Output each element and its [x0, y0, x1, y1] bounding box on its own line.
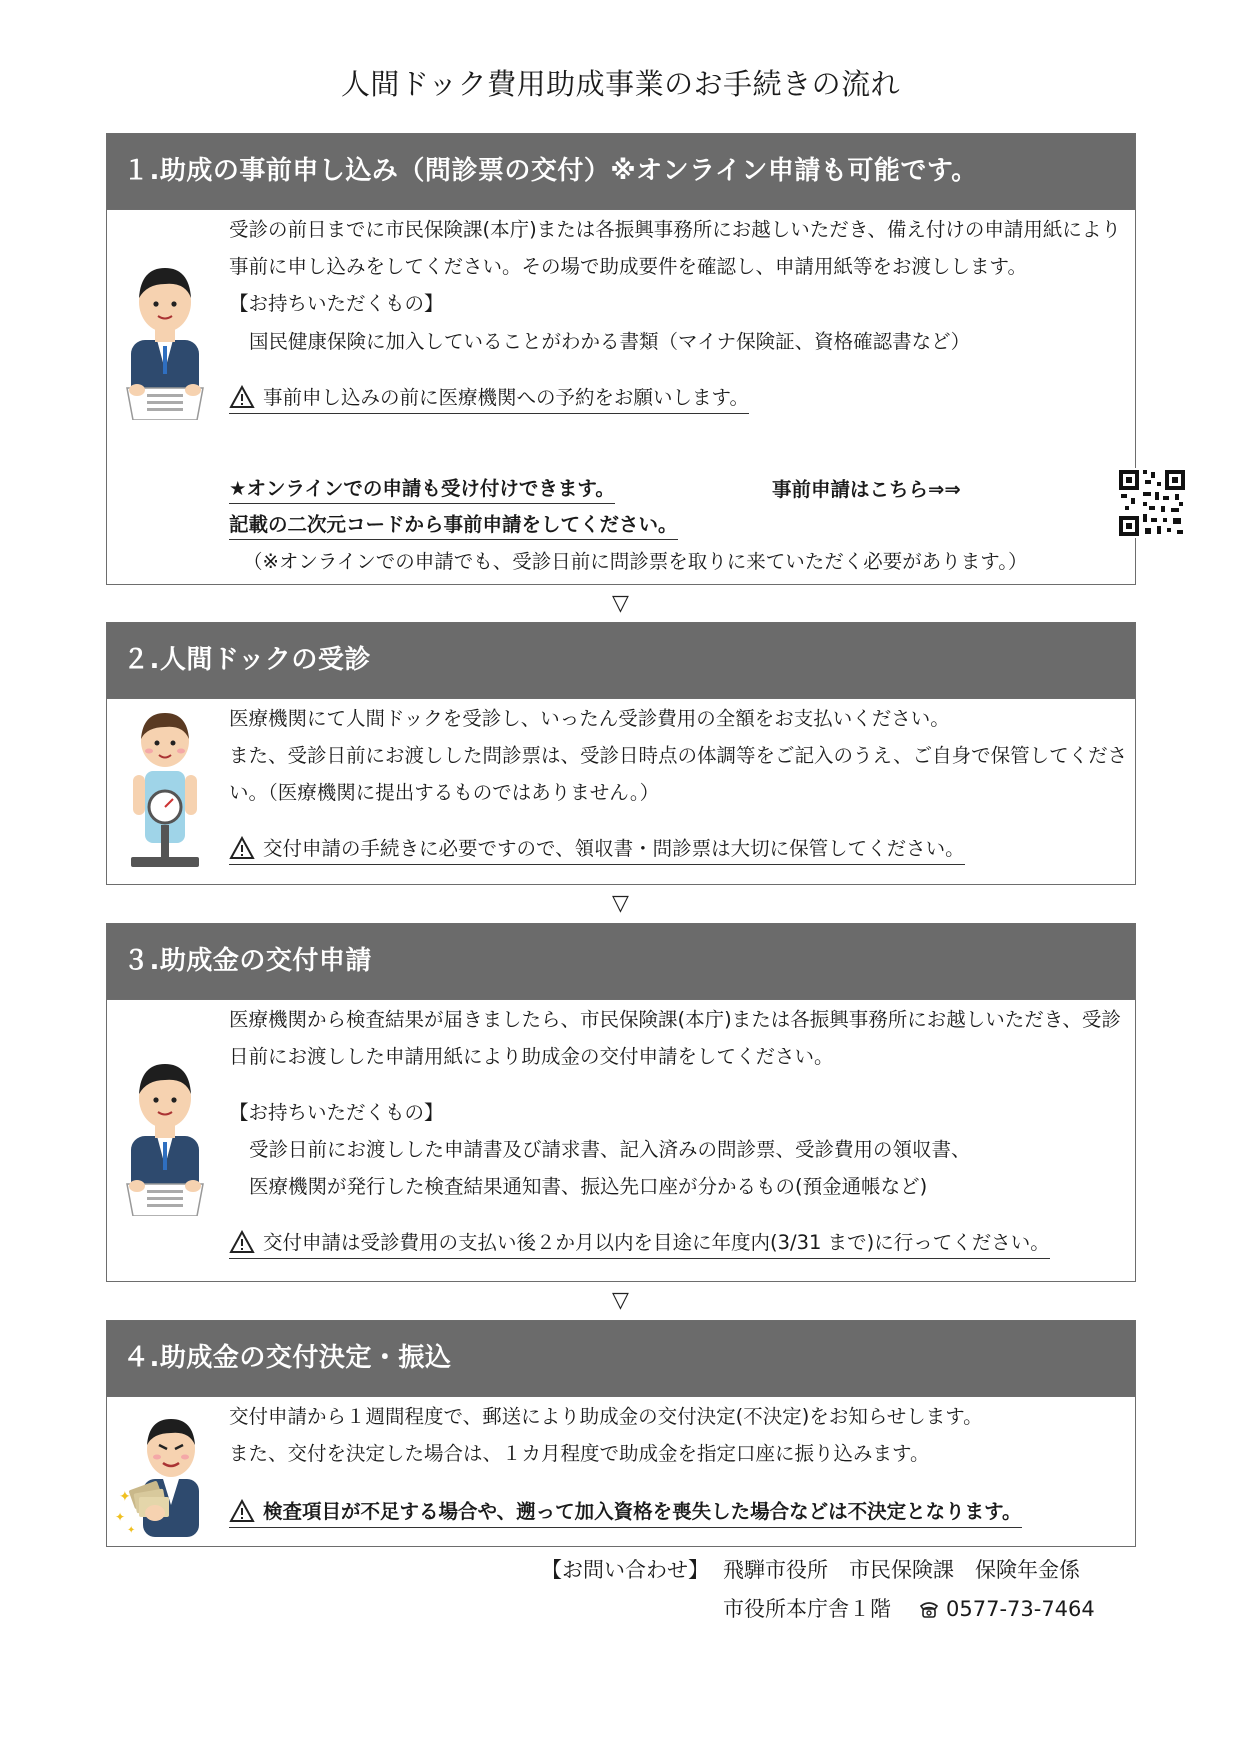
step-3-heading: ３.助成金の交付申請	[107, 924, 1135, 1000]
step-3-text-1: 医療機関から検査結果が届きましたら、市民保険課(本庁)または各振興事務所にお越しいただき、受診	[229, 1008, 1121, 1031]
step-3-section	[106, 923, 1136, 1282]
step-2-text-3: い。（医療機関に提出するものではありません。）	[229, 781, 660, 804]
step-3-items-text-2: 医療機関が発行した検査結果通知書、振込先口座が分かるもの(預金通帳など)	[249, 1175, 928, 1198]
online-application-link[interactable]: 事前申請はこちら⇒⇒	[772, 478, 961, 501]
step-3-text-2: 日前にお渡しした申請用紙により助成金の交付申請をしてください。	[229, 1045, 834, 1068]
step-4-warning-text: 検査項目が不足する場合や、遡って加入資格を喪失した場合などは不決定となります。	[263, 1500, 1022, 1523]
step-1-online-line-1: ★オンラインでの申請も受け付けできます。	[229, 479, 615, 504]
step-3-warning	[229, 1230, 1050, 1259]
warning-icon	[229, 836, 255, 860]
flow-arrow-1: ▽	[612, 591, 629, 616]
phone-icon	[918, 1599, 940, 1619]
contact-office: 飛騨市役所 市民保険課 保険年金係	[723, 1558, 1080, 1582]
patient-on-scale-icon	[125, 705, 205, 871]
step-3-items-text-1: 受診日前にお渡しした申請書及び請求書、記入済みの問診票、受診費用の領収書、	[249, 1138, 971, 1161]
step-1-items-label: 【お持ちいただくもの】	[229, 292, 444, 315]
step-4-section	[106, 1320, 1136, 1547]
step-1-items-text: 国民健康保険に加入していることがわかる書類（マイナ保険証、資格確認書など）	[249, 330, 971, 353]
svg-text:✦: ✦	[115, 1510, 126, 1524]
flow-arrow-2: ▽	[612, 891, 629, 916]
step-1-online-line-2: 記載の二次元コードから事前申請をしてください。	[229, 515, 678, 540]
step-4-heading: ４.助成金の交付決定・振込	[107, 1321, 1135, 1397]
office-worker-icon	[125, 250, 205, 420]
step-2-section	[106, 622, 1136, 885]
svg-text:✦: ✦	[119, 1489, 131, 1505]
contact-label: 【お問い合わせ】	[541, 1558, 709, 1582]
man-with-money-icon	[113, 1409, 213, 1539]
warning-icon	[229, 1230, 255, 1254]
step-1-text-1: 受診の前日までに市民保険課(本庁)または各振興事務所にお越しいただき、備え付けの申請用紙により	[229, 218, 1121, 241]
step-2-text-1: 医療機関にて人間ドックを受診し、いったん受診費用の全額をお支払いください。	[229, 707, 950, 730]
contact-phone-number[interactable]: 0577-73-7464	[946, 1597, 1095, 1621]
step-1-section	[106, 133, 1136, 585]
qr-code-icon[interactable]	[1117, 468, 1187, 538]
step-2-warning	[229, 836, 965, 865]
warning-icon	[229, 1499, 255, 1523]
step-4-text-1: 交付申請から１週間程度で、郵送により助成金の交付決定(不決定)をお知らせします。	[229, 1405, 983, 1428]
office-worker-icon	[125, 1046, 205, 1216]
step-3-items-label: 【お持ちいただくもの】	[229, 1101, 444, 1124]
step-1-heading: １.助成の事前申し込み（問診票の交付）※オンライン申請も可能です。	[107, 134, 1135, 210]
step-2-text-2: また、受診日前にお渡しした問診票は、受診日時点の体調等をご記入のうえ、ご自身で保管してくださ	[229, 744, 1128, 767]
warning-icon	[229, 385, 255, 409]
step-1-warning	[229, 385, 749, 414]
svg-text:✦: ✦	[127, 1525, 136, 1536]
step-2-warning-text: 交付申請の手続きに必要ですので、領収書・問診票は大切に保管してください。	[263, 837, 965, 860]
step-2-heading: ２.人間ドックの受診	[107, 623, 1135, 699]
step-4-warning	[229, 1499, 1022, 1528]
flow-arrow-3: ▽	[612, 1288, 629, 1313]
step-4-text-2: また、交付を決定した場合は、１カ月程度で助成金を指定口座に振り込みます。	[229, 1442, 930, 1465]
step-1-text-2: 事前に申し込みをしてください。その場で助成要件を確認し、申請用紙等をお渡しします。	[229, 255, 1027, 278]
contact-phone	[918, 1599, 1095, 1620]
step-1-online-note: （※オンラインでの申請でも、受診日前に問診票を取りに来ていただく必要があります。）	[243, 550, 1028, 573]
step-3-warning-text: 交付申請は受診費用の支払い後２か月以内を目途に年度内(3/31 まで)に行ってください。	[263, 1231, 1050, 1254]
page-title: 人間ドック費用助成事業のお手続きの流れ	[340, 67, 901, 101]
contact-location: 市役所本庁舎１階	[723, 1597, 891, 1621]
step-1-warning-text: 事前申し込みの前に医療機関への予約をお願いします。	[263, 386, 749, 409]
